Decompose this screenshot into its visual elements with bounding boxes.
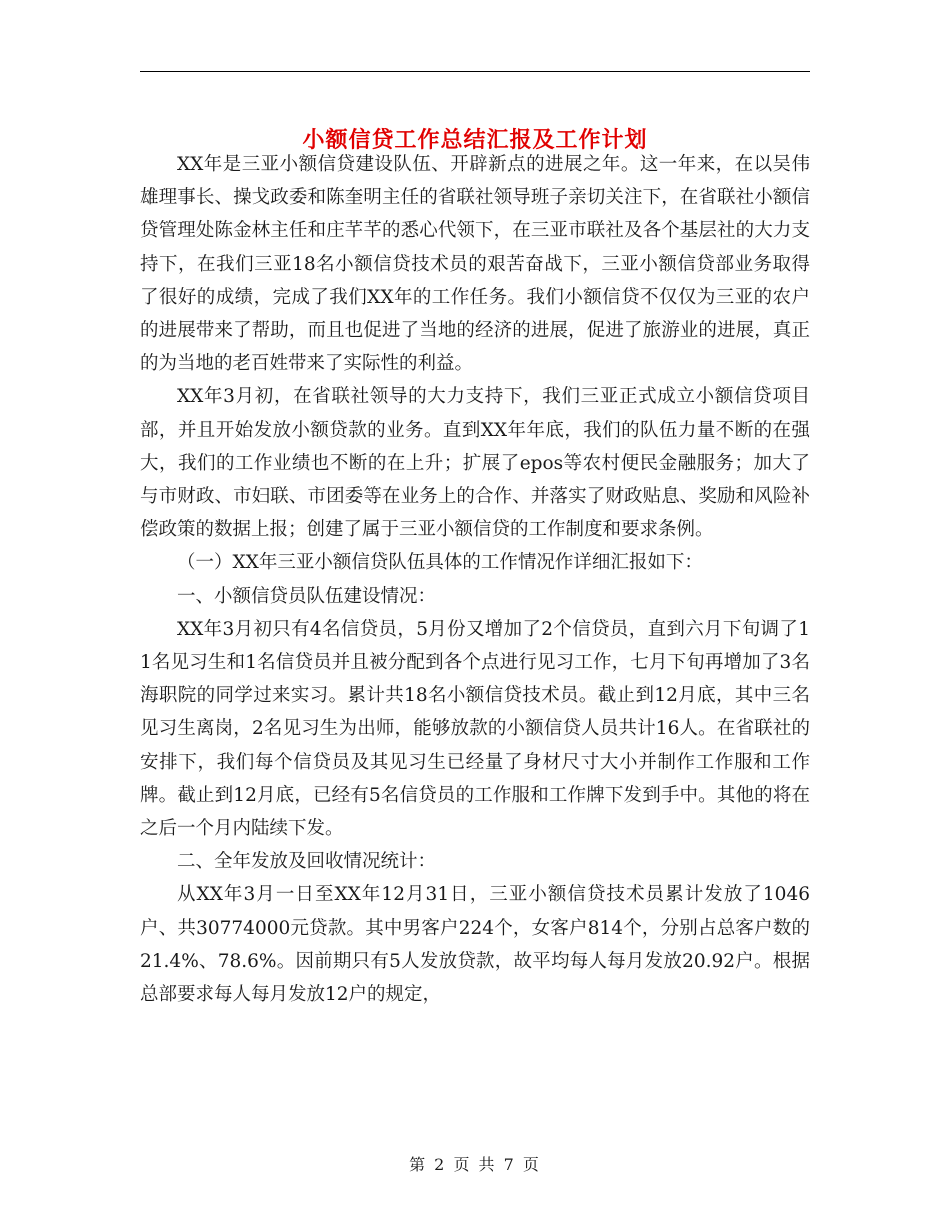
paragraph-founding: XX年3月初，在省联社领导的大力支持下，我们三亚正式成立小额信贷项目部，并且开始发放小额贷款的业务。直到XX年年底，我们的队伍力量不断的在强大，我们的工作业绩也不断的在上升；扩展了epos等农村便民金融服务；加大了与市财政、市妇联、市团委等在业务上的合作、并落实了财政贴息、奖励和风险补偿政策的数据上报；创建了属于三亚小额信贷的工作制度和要求条例。 [140,386,810,541]
document-title: 小额信贷工作总结汇报及工作计划 [302,126,648,153]
paragraph-intro: XX年是三亚小额信贷建设队伍、开辟新点的进展之年。这一年来，在以吴伟雄理事长、操戈政委和陈奎明主任的省联社领导班子亲切关注下，在省联社小额信贷管理处陈金林主任和庄芊芊的悉心代领下，在三亚市联社及各个基层社的大力支持下，在我们三亚18名小额信贷技术员的艰苦奋战下，三亚小额信贷部业务取得了很好的成绩，完成了我们XX年的工作任务。我们小额信贷不仅仅为三亚的农户的进展带来了帮助，而且也促进了当地的经济的进展，促进了旅游业的进展，真正的为当地的老百姓带来了实际性的利益。 [140,154,810,375]
paragraph-stats: 从XX年3月一日至XX年12月31日，三亚小额信贷技术员累计发放了1046户、共30774000元贷款。其中男客户224个，女客户814个，分别占总客户数的21.4%、78.6%。因前期只有5人发放贷款，故平均每人每月发放20.92户。根据总部要求每人每月发放12户的规定， [140,884,810,1006]
header-rule [140,71,810,72]
section-heading-team: 一、小额信贷员队伍建设情况： [177,585,437,607]
section-heading-report: （一）XX年三亚小额信贷队伍具体的工作情况作详细汇报如下： [177,552,703,574]
page-number: 第 2 页 共 7 页 [409,1155,541,1174]
paragraph-team: XX年3月初只有4名信贷员，5月份又增加了2个信贷员，直到六月下旬调了11名见习生和1名信贷员并且被分配到各个点进行见习工作，七月下旬再增加了3名海职院的同学过来实习。累计共18名小额信贷技术员。截止到12月底，其中三名见习生离岗，2名见习生为出师，能够放款的小额信贷人员共计16人。在省联社的安排下，我们每个信贷员及其见习生已经量了身材尺寸大小并制作工作服和工作牌。截止到12月底，已经有5名信贷员的工作服和工作牌下发到手中。其他的将在之后一个月内陆续下发。 [140,618,810,840]
section-heading-stats: 二、全年发放及回收情况统计： [177,851,437,873]
document-body [140,148,810,1011]
